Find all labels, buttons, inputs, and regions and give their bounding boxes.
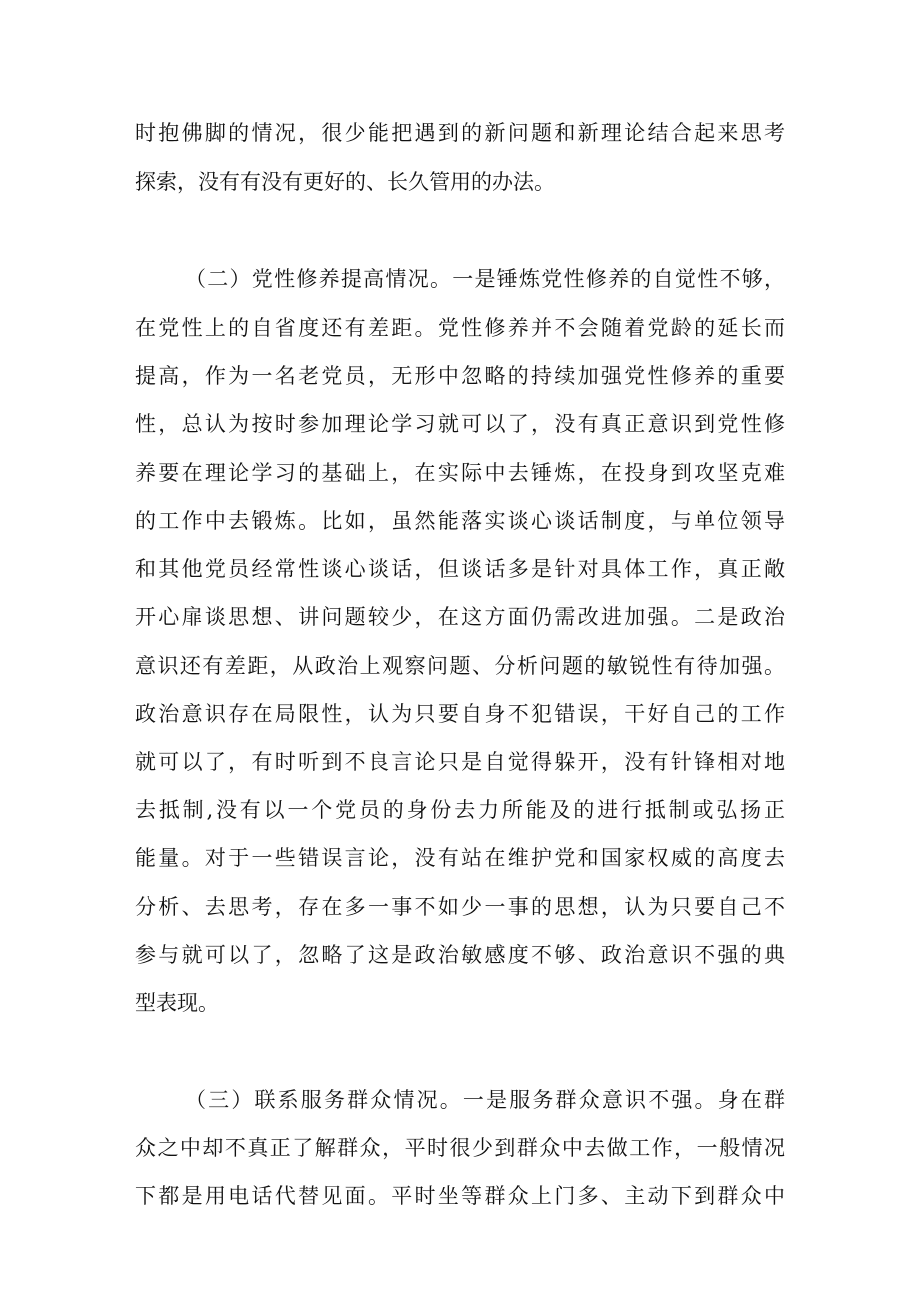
- paragraph-line: 型表现。: [135, 991, 219, 1015]
- paragraph-line: 养要在理论学习的基础上，在实际中去锤炼，在投身到攻坚克难: [135, 461, 785, 485]
- paragraph-line: 提高，作为一名老党员，无形中忽略的持续加强党性修养的重要: [135, 364, 785, 388]
- section-heading-line: （二）党性修养提高情况。一是锤炼党性修养的自觉性不够，: [185, 267, 785, 291]
- paragraph-line: 能量。对于一些错误言论，没有站在维护党和国家权威的高度去: [135, 846, 785, 870]
- paragraph-line: 开心扉谈思想、讲问题较少，在这方面仍需改进加强。二是政治: [135, 605, 785, 629]
- paragraph-line: 意识还有差距，从政治上观察问题、分析问题的敏锐性有待加强。: [135, 654, 785, 678]
- paragraph-line: 时抱佛脚的情况，很少能把遇到的新问题和新理论结合起来思考: [135, 121, 785, 145]
- paragraph-line: 去抵制,没有以一个党员的身份去力所能及的进行抵制或弘扬正: [135, 798, 785, 822]
- paragraph-line: 分析、去思考，存在多一事不如少一事的思想，认为只要自己不: [135, 895, 785, 919]
- paragraph-line: 性，总认为按时参加理论学习就可以了，没有真正意识到党性修: [135, 412, 785, 436]
- paragraph-line: 就可以了，有时听到不良言论只是自觉得躲开，没有针锋相对地: [135, 750, 785, 774]
- paragraph-line: 和其他党员经常性谈心谈话，但谈话多是针对具体工作，真正敞: [135, 557, 785, 581]
- paragraph-line: 众之中却不真正了解群众，平时很少到群众中去做工作，一般情况: [135, 1136, 785, 1160]
- paragraph-line: 探索，没有有没有更好的、长久管用的办法。: [135, 170, 555, 194]
- paragraph-line: 下都是用电话代替见面。平时坐等群众上门多、主动下到群众中: [135, 1184, 785, 1208]
- paragraph-line: 政治意识存在局限性，认为只要自身不犯错误，干好自己的工作: [135, 702, 785, 726]
- paragraph-line: 参与就可以了，忽略了这是政治敏感度不够、政治意识不强的典: [135, 943, 785, 967]
- paragraph-line: 在党性上的自省度还有差距。党性修养并不会随着党龄的延长而: [135, 316, 785, 340]
- section-heading-line: （三）联系服务群众情况。一是服务群众意识不强。身在群: [185, 1088, 785, 1112]
- paragraph-line: 的工作中去锻炼。比如，虽然能落实谈心谈话制度，与单位领导: [135, 509, 785, 533]
